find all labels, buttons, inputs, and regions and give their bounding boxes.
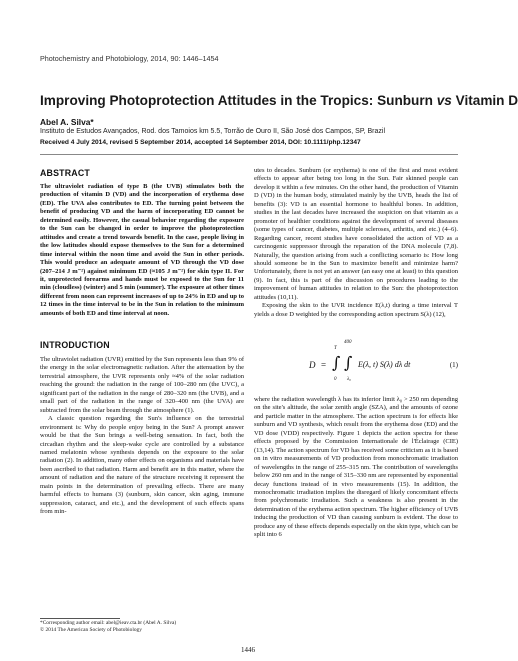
publication-dates: Received 4 July 2014, revised 5 September 2014, accepted 14 September 2014, DOI: 10.1111/php.12347 <box>40 139 361 146</box>
introduction-paragraph-1: The ultraviolet radiation (UVR) emitted by the Sun represents less than 9% of the energy in the solar electromagnetic radiation. After the attenuation by the terrestrial atmosphere, the UVR represents only ≈4% of the solar radiation reaching the ground: the radiation in the range of 100–280 nm (the UVC), a significant part of the radiation in the range of 280–320 nm (the UVB), and a small part of the radiation in the range of 320–400 nm (the UVA) are subtracted from the solar beam through the atmosphere (1). <box>40 356 244 414</box>
footnotes <box>40 620 176 633</box>
equation-integrand: E(λ, t) S(λ) dλ dt <box>358 360 411 369</box>
footnote-divider <box>40 618 120 619</box>
equation-equals: = <box>321 360 327 370</box>
equation-lhs: D <box>309 360 316 370</box>
header-divider <box>40 154 458 155</box>
introduction-section <box>40 340 244 517</box>
right-column-top <box>254 167 458 319</box>
equation-t-lower: 0 <box>334 377 337 382</box>
abstract-section <box>40 168 244 318</box>
right-column-body <box>254 167 458 319</box>
equation-number: (1) <box>449 361 458 369</box>
right-column-body-2 <box>254 396 458 540</box>
equation-lambda-lower: λ₀ <box>347 377 351 382</box>
right-paragraph-1: utes to decades. Sunburn (or erythema) is one of the first and most evident effects to appear after being too long in the Sun. Fair skinned people can develop it within a few minutes. On the other hand, the production of Vitamin D (VD) in the human body, stimulated mainly by the UVB, heads the list of benefits (3): VD is an essential hormone to healthful bones. In addition, studies in the last decades have increased the suspicion on that vitamin as a promoter of healthier conditions against the development of several diseases (some types of cancer, diabetes, multiple scleroses, arthritis, and etc.) (4–6). Regarding cancer, recent studies have consolidated the action of VD as a carcinogenic suppressor through the reparation of the DNA molecule (7,8). Naturally, the question arising from such a conflicting scenario is: How long should someone be in the Sun to maximize benefit and minimize harm? Unfortunately, there is not yet an answer (an easy one at least) to this question (9). In fact, this is part of the discussion on procedures leading to the improvement of human attitudes in relation to the Sun: the photoprotection attitudes (10,11). <box>254 167 458 301</box>
author-name: Abel A. Silva* <box>40 117 94 127</box>
abstract-heading: ABSTRACT <box>40 168 90 178</box>
title-part-2: Vitamin D <box>451 93 518 108</box>
right-paragraph-2: Exposing the skin to the UVR incidence E(λ,t) during a time interval T yields a dose D weighted by the corresponding action spectrum S(λ) (12), <box>254 302 458 318</box>
footnote-corresponding-author: *Corresponding author email: abel@ieav.cta.br (Abel A. Silva) <box>40 620 177 626</box>
paper-title <box>40 93 518 108</box>
author-affiliation: Instituto de Estudos Avançados, Rod. dos Tamoios km 5.5, Torrão de Ouro II, São José dos Campos, SP, Brazil <box>40 128 386 135</box>
abstract-text: The ultraviolet radiation of type B (the UVB) stimulates both the production of vitamin D (VD) and the incorporation of erythema dose (ED). The UVA also contributes to ED. The turning point between the benefit of producing VD and the harm of incorporating ED cannot be determined easily. However, the casual behavior regarding the exposure to the Sun can be changed in order to improve the photoprotection attitudes and create a trend towards benefit. In the case, people living in the low latitudes should expose themselves to the Sun for a determined time interval within the noon time and avoid the Sun in other periods. This would produce an adequate amount of VD through the VD dose (207–214 J m⁻²) against minimum ED (≈105 J m⁻²) for skin type II. For it, unprotected forearms and hands must be exposed to the Sun for 11 min (cloudless) (winter) and 5 min (summer). The exposure at other times different from noon can represent increases of up to 24% in ED and up to 12 times in the time interval to be in the Sun in relation to the minimum amounts of both ED and time interval at noon. <box>40 183 245 317</box>
equation-t-upper: T <box>334 346 337 351</box>
right-column-bottom <box>254 396 458 540</box>
equation-integral-time: ∫ <box>332 353 341 372</box>
title-part-vs: vs <box>436 93 452 108</box>
journal-header: Photochemistry and Photobiology, 2014, 90: 1446–1454 <box>40 54 219 63</box>
equation-integral-lambda: ∫ <box>344 353 353 372</box>
introduction-heading: INTRODUCTION <box>40 340 110 350</box>
equation-lambda-upper: 400 <box>344 340 352 345</box>
right-paragraph-3: where the radiation wavelength λ has its inferior limit λ₀ > 250 nm depending on the site's altitude, the solar zenith angle (SZA), and the amounts of ozone and particle matter in the atmosphere. The action spectrum is for effects like sunburn and VD synthesis, which result from the erythema dose (ED) and the VD dose (VDD) respectively. Figure 1 depicts the action spectra for these effects proposed by the Commission Internationale de l'Éclairage (CIE) (13,14). The action spectrum for VD has received some criticism as it is based on in vitro measurements of VD production from monochromatic irradiation of wavelengths in the range of 255–315 nm. The contribution of wavelengths below 260 nm and in the range of 315–330 nm are represented by exponential decay functions instead of in vivo measurements (15). In addition, the monochromatic irradiation implies the disregard of likely concomitant effects from polychromatic irradiation. Such a weakness is also present in the determination of the erythema action spectrum. The higher efficiency of UVB inducing the production of VD than causing sunburn is evident. The dose to produce any of these effects depends especially on the skin type, which can be split into 6 <box>254 396 458 539</box>
introduction-paragraph-2: A classic question regarding the Sun's influence on the terrestrial environment is: Why do people enjoy being in the Sun? A prompt answer would be that the Sun brings a well-being sensation. In fact, both the circadian rhythm and the sleep-wake cycle are controlled by a substance named melatonin whose synthesis depends on the exposure to the solar radiation (2). In addition, many other effects on organisms and materials have been ascribed to that radiation. Harm and benefit are in this matter, where the amount of radiation and the nature of the structure receiving it represent the main points in the determination of prevailing effects. There are many harmful effects to humans (3) (sunburn, skin cancer, skin aging, immune suppression, cataract, and etc.), and the development of such effects spans from min- <box>40 415 244 516</box>
title-part-1: Improving Photoprotection Attitudes in the Tropics: Sunburn <box>40 93 437 108</box>
equation-1 <box>254 340 458 394</box>
page-number: 1446 <box>241 646 255 654</box>
footnote-copyright: © 2014 The American Society of Photobiology <box>40 626 142 633</box>
introduction-body <box>40 356 244 517</box>
